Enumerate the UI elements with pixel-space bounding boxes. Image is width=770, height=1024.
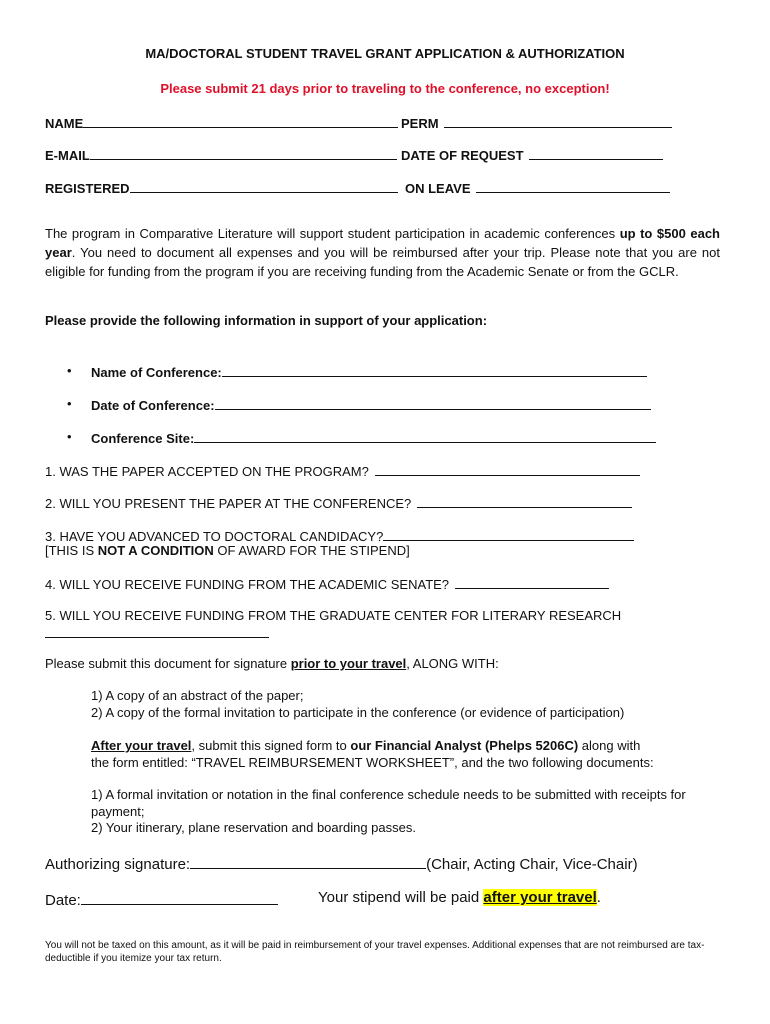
name-label: NAME [45, 116, 84, 131]
email-label: E-MAIL [45, 148, 90, 163]
name-field[interactable] [45, 114, 398, 131]
email-line[interactable] [90, 146, 397, 160]
intro-text-2: . You need to document all expenses and you will be reimbursed after your trip. Please note that you are not eligible for funding from the program if you are receiving funding from the Academic Senate or from the GCLR. [45, 245, 720, 279]
after-item-1: 1) A formal invitation or notation in the final conference schedule needs to be submitted with receipts for payment; [91, 787, 686, 819]
bullet-dot-icon: • [67, 396, 72, 411]
form-title: MA/DOCTORAL STUDENT TRAVEL GRANT APPLICATION & AUTHORIZATION [145, 46, 625, 61]
question-4-label: 4. WILL YOU RECEIVE FUNDING FROM THE ACADEMIC SENATE? [45, 577, 450, 592]
stipend-note [318, 889, 601, 906]
question-2-line[interactable] [417, 494, 632, 508]
after-text-1: , submit this signed form to [191, 738, 351, 753]
question-2[interactable] [45, 494, 632, 511]
after-item-2: 2) Your itinerary, plane reservation and boarding passes. [91, 820, 416, 835]
date-line[interactable] [81, 889, 278, 905]
authorizing-signature-line[interactable] [190, 853, 426, 869]
conference-name-field[interactable] [91, 363, 647, 380]
submit-emph: prior to your travel [290, 656, 407, 671]
question-1-label: 1. WAS THE PAPER ACCEPTED ON THE PROGRAM? [45, 464, 369, 479]
question-4[interactable] [45, 575, 609, 592]
date-of-request-line[interactable] [529, 146, 663, 160]
on-leave-field[interactable] [405, 179, 670, 196]
q3-note-bold: NOT A CONDITION [97, 543, 214, 558]
registered-field[interactable] [45, 179, 398, 196]
info-heading: Please provide the following information in support of your application: [45, 313, 488, 328]
q3-note-pre: [THIS IS [45, 543, 98, 558]
question-4-line[interactable] [455, 575, 609, 589]
question-2-label: 2. WILL YOU PRESENT THE PAPER AT THE CONFERENCE? [45, 496, 412, 511]
intro-amount: up to $500 each year [45, 226, 720, 260]
conference-site-field[interactable] [91, 429, 656, 446]
question-5-field[interactable] [45, 624, 269, 643]
financial-analyst: our Financial Analyst (Phelps 5206C) [350, 738, 579, 753]
submit-instructions [45, 656, 499, 671]
submit-item-1: 1) A copy of an abstract of the paper; [91, 688, 304, 703]
authorizing-signature-label: Authorizing signature: [45, 856, 191, 873]
question-5-label: 5. WILL YOU RECEIVE FUNDING FROM THE GRADUATE CENTER FOR LITERARY RESEARCH [45, 608, 622, 623]
email-field[interactable] [45, 146, 397, 163]
question-1[interactable] [45, 462, 640, 479]
conference-site-label: Conference Site: [91, 431, 195, 446]
on-leave-line[interactable] [476, 179, 670, 193]
conference-name-label: Name of Conference: [91, 365, 222, 380]
date-of-request-label: DATE OF REQUEST [401, 148, 524, 163]
conference-date-label: Date of Conference: [91, 398, 215, 413]
question-3-label: 3. HAVE YOU ADVANCED TO DOCTORAL CANDIDACY? [45, 529, 384, 544]
conference-site-line[interactable] [194, 429, 656, 443]
q3-note-post: OF AWARD FOR THE STIPEND] [213, 543, 410, 558]
on-leave-label: ON LEAVE [405, 181, 471, 196]
after-travel-instructions [91, 738, 661, 771]
name-line[interactable] [83, 114, 398, 128]
after-text-2: along with the form entitled: “TRAVEL REIMBURSEMENT WORKSHEET”, and the two following documents: [91, 738, 654, 770]
deadline-notice: Please submit 21 days prior to traveling to the conference, no exception! [160, 81, 610, 96]
after-emph: After your travel [91, 738, 192, 753]
tax-footnote: You will not be taxed on this amount, as it will be paid in reimbursement of your travel expenses. Additional expenses that are not reimbursed are tax-deductible if you itemize your tax return. [45, 940, 705, 964]
conference-date-line[interactable] [215, 396, 651, 410]
date-of-request-field[interactable] [401, 146, 663, 163]
stipend-post: . [596, 889, 601, 906]
question-3[interactable] [45, 527, 634, 544]
registered-line[interactable] [130, 179, 398, 193]
submit-post: , ALONG WITH: [406, 656, 499, 671]
conference-name-line[interactable] [222, 363, 647, 377]
conference-date-field[interactable] [91, 396, 651, 413]
date-label: Date: [45, 892, 81, 909]
authorizing-signature-field[interactable] [45, 853, 638, 873]
intro-paragraph [45, 224, 720, 281]
question-3-note [45, 543, 410, 558]
intro-text-1: The program in Comparative Literature will support student participation in academic conferences [45, 226, 620, 241]
question-3-line[interactable] [383, 527, 634, 541]
submit-pre: Please submit this document for signature [45, 656, 291, 671]
stipend-emph: after your travel [483, 889, 597, 906]
perm-field[interactable] [401, 114, 672, 131]
registered-label: REGISTERED [45, 181, 130, 196]
signature-roles: (Chair, Acting Chair, Vice-Chair) [426, 856, 638, 873]
date-field[interactable] [45, 889, 278, 909]
perm-label: PERM [401, 116, 439, 131]
bullet-dot-icon: • [67, 363, 72, 378]
question-1-line[interactable] [375, 462, 640, 476]
stipend-pre: Your stipend will be paid [318, 889, 484, 906]
submit-item-2: 2) A copy of the formal invitation to participate in the conference (or evidence of participation) [91, 705, 625, 720]
question-5-line[interactable] [45, 624, 269, 638]
perm-line[interactable] [444, 114, 672, 128]
bullet-dot-icon: • [67, 429, 72, 444]
